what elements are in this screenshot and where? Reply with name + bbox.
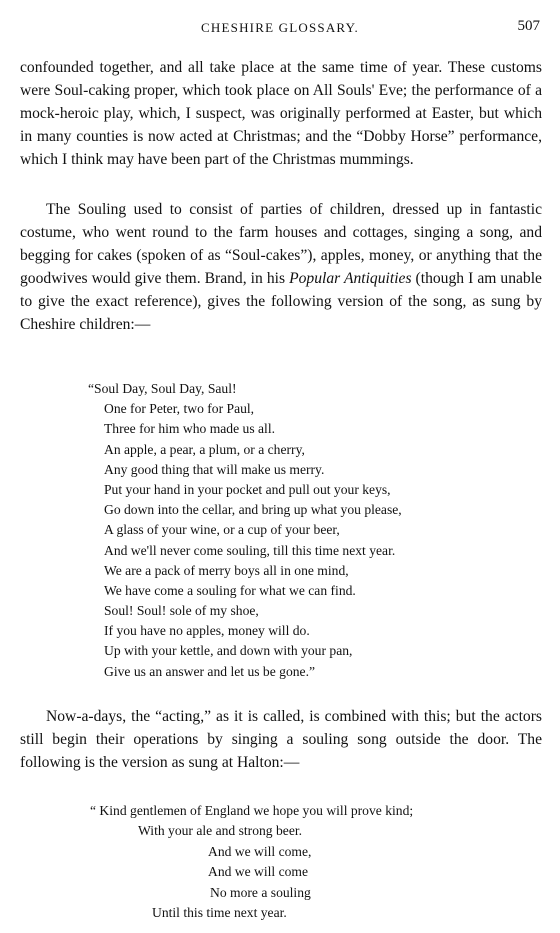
verse-line: And we'll never come souling, till this time next year.: [104, 542, 396, 558]
verse-line: Up with your kettle, and down with your pan,: [104, 643, 353, 659]
soul-day-verse: [88, 379, 528, 601]
verse-line: “ Kind gentlemen of England we hope you will prove kind;: [90, 803, 414, 818]
book-title-popular-antiquities: Popular Antiquities: [289, 270, 412, 288]
verse-line: And we will come,: [208, 843, 312, 859]
verse-line: If you have no apples, money will do.: [104, 623, 310, 639]
paragraph-acting: Now-a-days, the “acting,” as it is called, is combined with this; but the actors still begin their operations by singing a souling song outside the door. The following is the version as sung at Halton:—: [20, 708, 542, 772]
paragraph-customs: confounded together, and all take place at the same time of year. These customs were Soul-caking proper, which took place on All Souls' Eve; the performance of a mock-heroic play, which, I suspect, was originally performed at Easter, but which in many counties is now acted at Christmas; and the “Dobby Horse” performance, which I think may have been part of the Christmas mummings.: [20, 59, 542, 169]
verse-line: Three for him who made us all.: [104, 421, 276, 437]
verse-line: Any good thing that will make us merry.: [104, 461, 325, 477]
verse-line: Soul! Soul! sole of my shoe,: [104, 603, 259, 618]
verse-line: A glass of your wine, or a cup of your beer,: [104, 522, 340, 538]
running-title: CHESHIRE GLOSSARY.: [201, 20, 359, 35]
verse-line: No more a souling: [210, 884, 311, 900]
soul-shoe-verse: [88, 601, 528, 682]
verse-line: Until this time next year.: [152, 904, 287, 920]
paragraph-souling: [20, 198, 542, 337]
verse-line: Give us an answer and let us be gone.”: [104, 663, 316, 679]
verse-line: One for Peter, two for Paul,: [104, 401, 255, 417]
verse-line: An apple, a pear, a plum, or a cherry,: [104, 441, 305, 457]
verse-line: “Soul Day, Soul Day, Saul!: [88, 381, 237, 396]
verse-line: Go down into the cellar, and bring up what you please,: [104, 502, 402, 518]
verse-line: We have come a souling for what we can find.: [104, 582, 356, 598]
running-head: [0, 20, 560, 38]
paragraph-souling-text-end: (though I am unable to give the exact reference), gives the following version of the song, as sung by Cheshire children:—: [20, 270, 542, 334]
verse-line: With your ale and strong beer.: [138, 823, 303, 839]
page-number: 507: [517, 18, 540, 34]
verse-line: Put your hand in your pocket and pull out your keys,: [104, 481, 391, 497]
halton-verse: [90, 801, 530, 923]
verse-line: And we will come: [208, 864, 309, 880]
paragraph-souling-text-start: The Souling used to consist of parties of children, dressed up in fantastic costume, who went round to the farm houses and cottages, singing a song, and begging for cakes (spoken of as “Soul-cakes”), apples, money, or anything that the goodwives would give them. Brand, in his: [20, 201, 542, 288]
verse-line: We are a pack of merry boys all in one mind,: [104, 562, 349, 578]
